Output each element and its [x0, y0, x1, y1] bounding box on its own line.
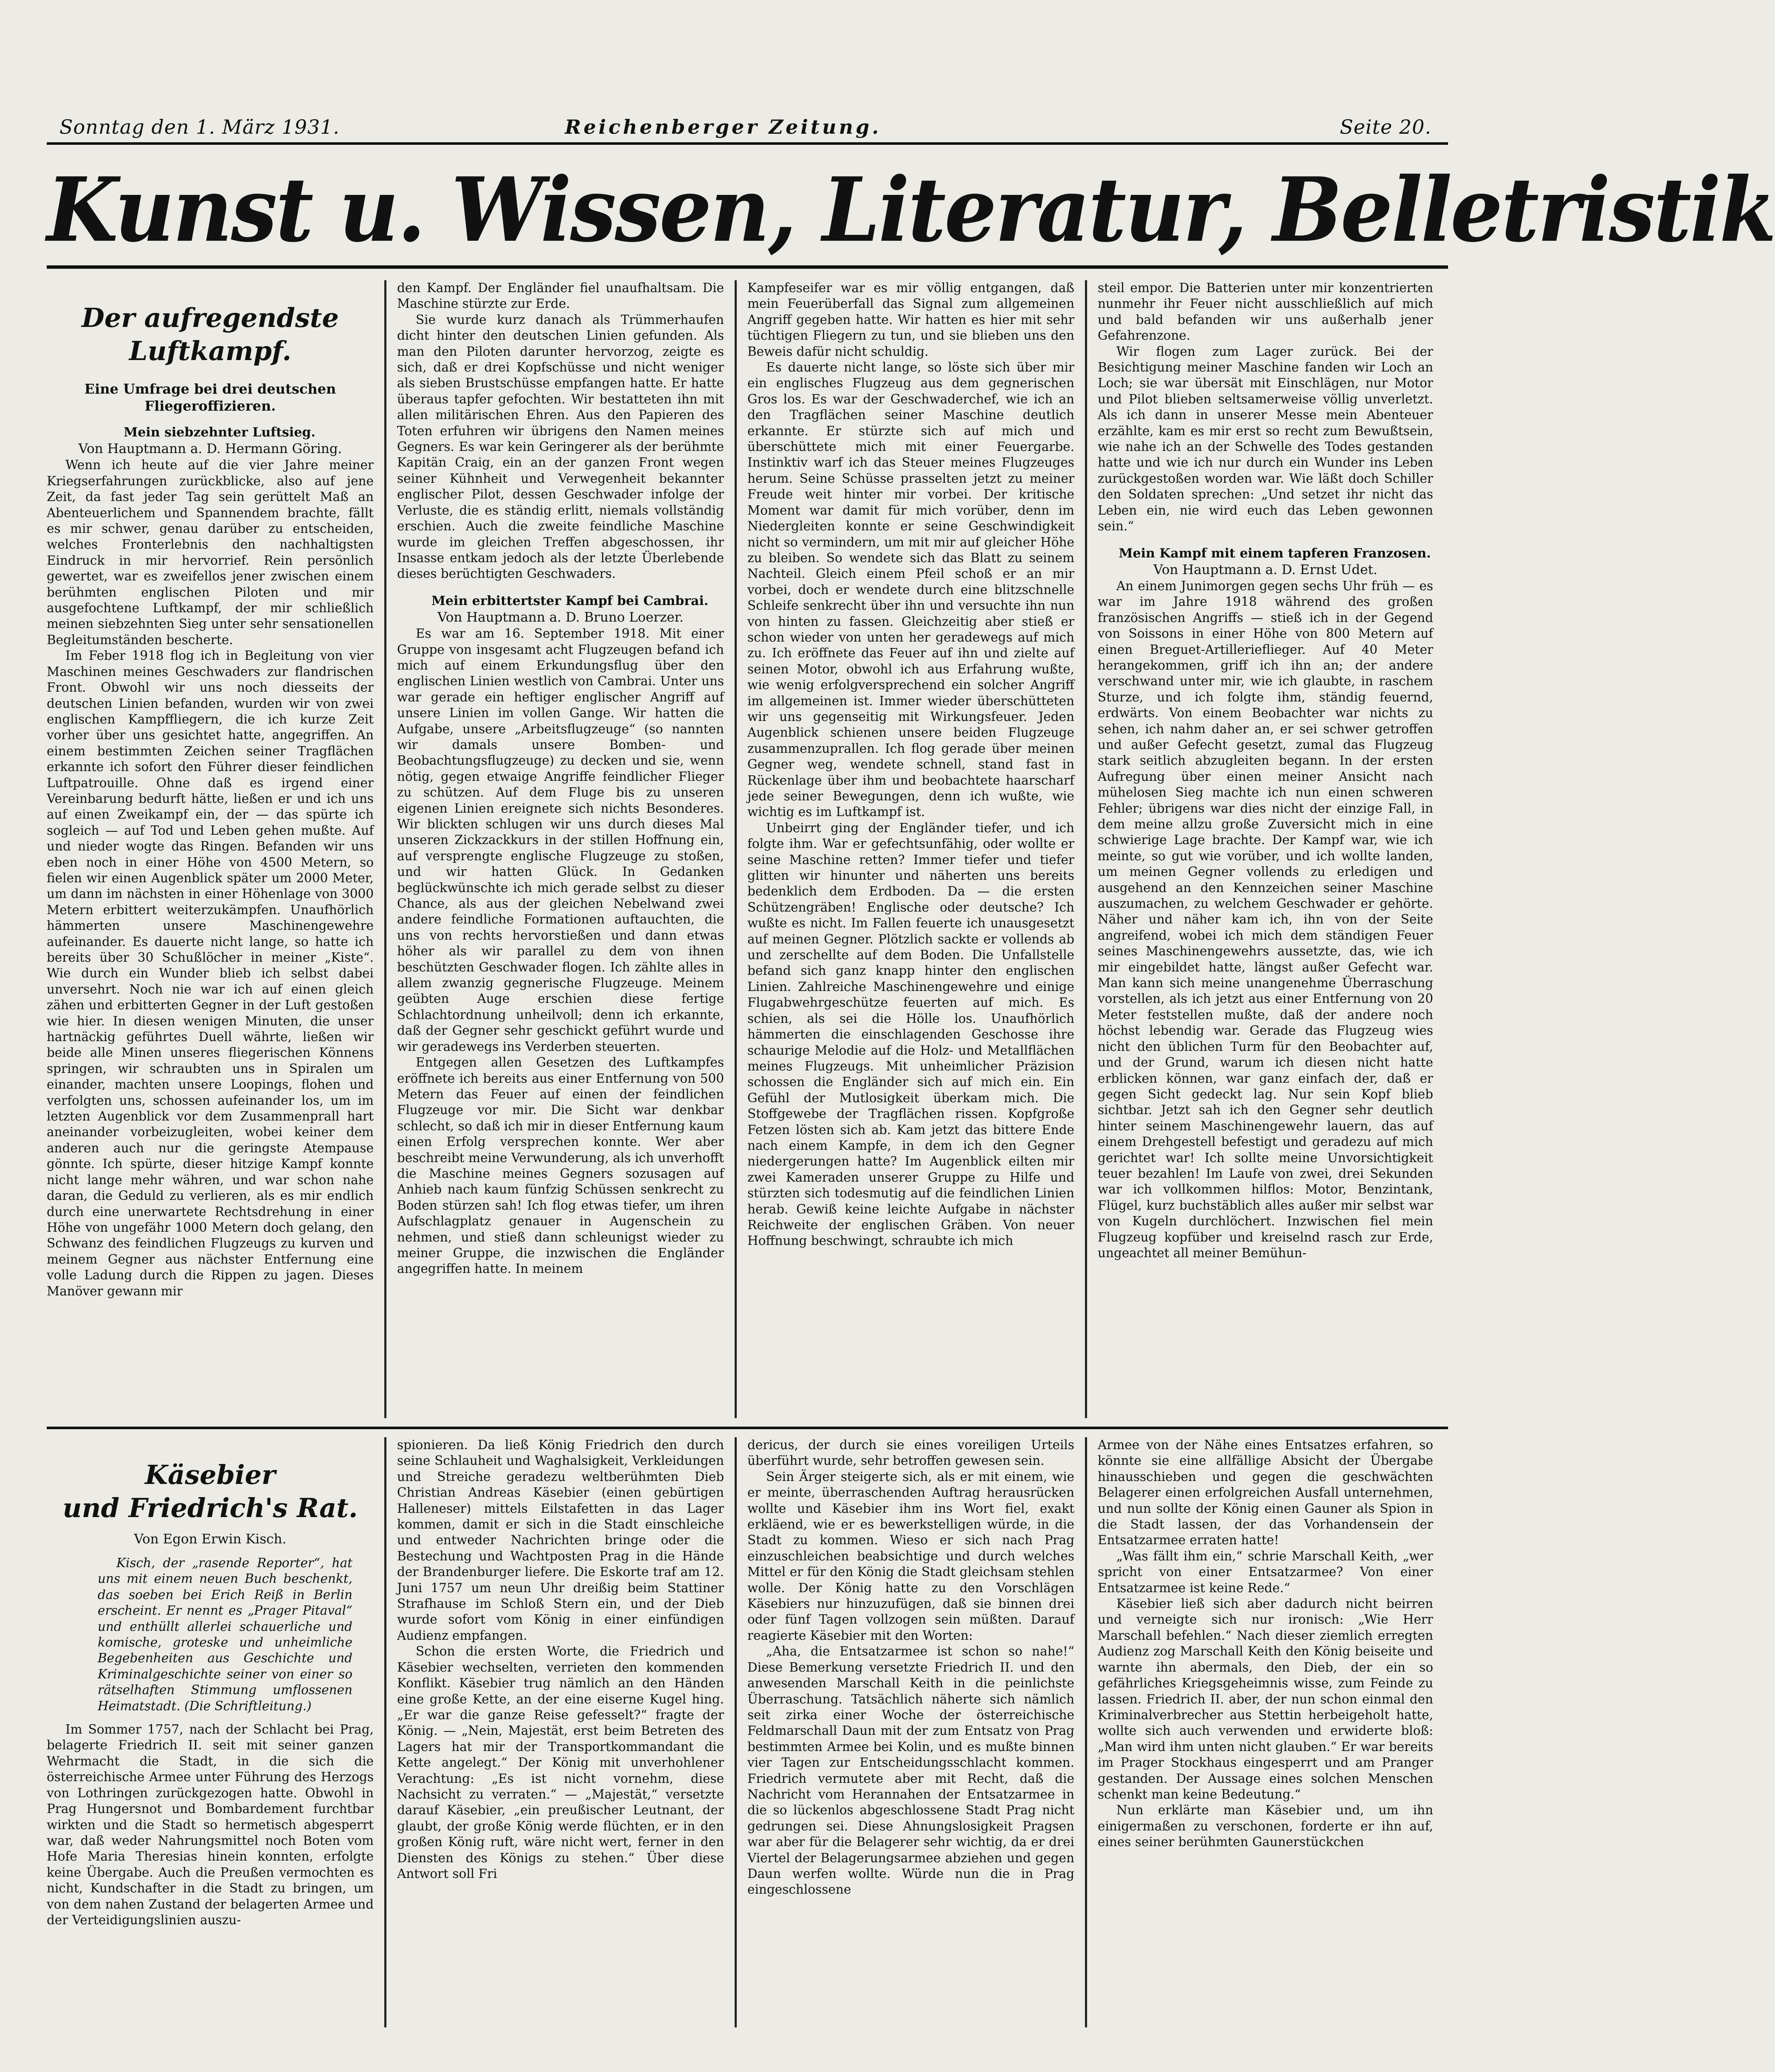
paragraph: steil empor. Die Batterien unter mir konzentrierten nunmehr ihr Feuer nicht ausschließlich auf mich und bald befanden wir uns außerhalb jener Gefahrenzone.	[1098, 281, 1433, 343]
article2-byline: Von Egon Erwin Kisch.	[134, 1531, 287, 1547]
masthead-rule	[47, 265, 1448, 269]
article1-column2	[397, 280, 724, 1422]
article2-column3	[747, 1437, 1074, 2032]
paragraph: Unbeirrt ging der Engländer tiefer, und ich folgte ihm. War er gefechtsunfähig, oder wollte er seine Maschine retten? Immer tiefer und tiefer glitten wir hinunter und näherten uns bereits bedenklich dem Erdboden. Da — die ersten Schützengräben! Englische oder deutsche? Ich wußte es nicht. Im Fallen feuerte ich unausgesetzt auf meinen Gegner. Plötzlich sackte er vollends ab und zerschellte auf dem Boden. Die Unfallstelle befand sich ganz knapp hinter den englischen Linien. Zahlreiche Maschinengewehre und einige Flugabwehrgeschütze feuerten auf mich. Es schien, als sei die Hölle los. Unaufhörlich hämmerten die einschlagenden Geschosse ihre schaurige Melodie auf die Holz- und Metallflächen meines Flugzeugs. Mit unheimlicher Präzision schossen die Engländer sich auf mich ein. Ein Gefühl der Mutlosigkeit überkam mich. Die Stoffgewebe der Tragflächen rissen. Kopfgroße Fetzen lösten sich ab. Kam jetzt das bittere Ende nach einem Kampfe, in dem ich den Gegner niedergerungen hatte? Im Augenblick eilten mir zwei Kameraden unserer Gruppe zu Hilfe und stürzten sich todesmutig auf die feindlichen Linien herab. Gewiß keine leichte Aufgabe in nächster Reichweite der englischen Gräben. Von neuer Hoffnung beschwingt, schraubte ich mich	[747, 820, 1074, 1248]
article1-section3-heading: Mein Kampf mit einem tapferen Franzosen.	[1119, 546, 1431, 561]
article1-column4	[1098, 280, 1433, 1422]
issue-date: Sonntag den 1. März 1931.	[59, 115, 340, 138]
paragraph: An einem Junimorgen gegen sechs Uhr früh — es war im Jahre 1918 während des großen französischen Angriffs — stieß ich in der Gegend von Soissons in einer Höhe von 800 Metern auf einen Breguet-Artillerieflieger. Auf 40 Meter herangekommen, griff ich ihn an; der andere verschwand unter mir, wie ich glaubte, in raschem Sturze, und ich folgte ihm, ständig feuernd, erdwärts. Von einem Beobachter war nichts zu sehen, ich nahm daher an, er sei schwer getroffen und außer Gefecht gesetzt, zumal das Flugzeug stark seitlich abzugleiten begann. In der ersten Aufregung über einen meiner Ansicht nach mühelosen Sieg machte ich nun einen schweren Fehler; übrigens war dies nicht der einzige Fall, in dem meine allzu große Zuversicht mich in eine schwierige Lage brachte. Der Kampf war, wie ich meinte, so gut wie vorüber, und ich wollte landen, um meinen Gegner vollends zu erledigen und ausgehend an den Kennzeichen seiner Maschine auszumachen, zu welchem Geschwader er gehörte. Näher und näher kam ich, ihn von der Seite angreifend, wobei ich mich dem ständigen Feuer seines Maschinengewehrs aussetzte, das, wie ich mir eingebildet hatte, längst außer Gefecht war. Man kann sich meine unangenehme Überraschung vorstellen, als ich jetzt aus einer Entfernung von 20 Meter feststellen mußte, daß der andere noch höchst lebendig war. Gerade das Flugzeug wies nicht den üblichen Turm für den Beobachter auf, und der Grund, warum ich diesen nicht hatte erblicken können, war ganz einfach der, daß er gegen Sicht gedeckt lag. Nur sein Kopf blieb sichtbar. Jetzt sah ich den Gegner sehr deutlich hinter seinem Maschinengewehr lauern, das auf einem Drehgestell befestigt und geradezu auf mich gerichtet war! Ich sollte meine Unvorsichtigkeit teuer bezahlen! Im Laufe von zwei, drei Sekunden war ich vollkommen hilflos: Motor, Benzintank, Flügel, kurz buchstäblich alles außer mir selbst war von Kugeln durchlöchert. Inzwischen fiel mein Flugzeug kopfüber und kreiselnd rasch zur Erde, ungeachtet all meiner Bemühun-	[1098, 578, 1433, 1260]
paragraph: Im Sommer 1757, nach der Schlacht bei Prag, belagerte Friedrich II. seit mit seiner ganzen Wehrmacht die Stadt, in die sich die österreichische Armee unter Führung des Herzogs von Lothringen zurückgezogen hatte. Obwohl in Prag Hungersnot und Bombardement furchtbar wirkten und die Stadt so hermetisch abgesperrt war, daß weder Nahrungsmittel noch Boten vom Hofe Maria Theresias hinein konnten, erfolgte keine Übergabe. Auch die Preußen vermochten es nicht, Kundschafter in die Stadt zu bringen, um von dem nahen Zustand der belagerten Armee und der Verteidigungslinien auszu-	[47, 1722, 374, 1927]
paragraph: Nun erklärte man Käsebier und, um ihn einigermaßen zu verschonen, forderte er ihn auf, eines seiner berühmten Gaunerstückchen	[1098, 1803, 1433, 1850]
column-divider	[1085, 1437, 1087, 2027]
paragraph: Wenn ich heute auf die vier Jahre meiner Kriegserfahrungen zurückblicke, also auf jene Zeit, da fast jeder Tag sein gerüttelt Maß an Abenteuerlichem und Spannendem brachte, fällt es mir schwer, genau darüber zu entscheiden, welches Fronterlebnis den nachhaltigsten Eindruck in mir hervorrief. Rein persönlich gewertet, war es zweifellos jener zwischen einem berühmten englischen Piloten und mir ausgefochtene Luftkampf, der mir schließlich meinen siebzehnten Sieg unter sehr sensationellen Begleitumständen bescherte.	[47, 458, 374, 647]
article2-intro: Kisch, der „rasende Reporter“, hat uns mit einem neuen Buch beschenkt, das soeben bei Erich Reiß in Berlin erscheint. Er nennt es „Prager Pitaval“ und enthüllt allerlei schauerliche und komische, groteske und unheimliche Begebenheiten aus Geschichte und Kriminalgeschichte seiner von einer so rätselhaften Stimmung umflossenen Heimatstadt. (Die Schriftleitung.)	[98, 1556, 352, 1713]
article1-title: Der aufregendste Luftkampf.	[82, 302, 339, 366]
article1-section2-byline: Von Hauptmann a. D. Bruno Loerzer.	[437, 610, 684, 625]
paragraph: den Kampf. Der Engländer fiel unaufhaltsam. Die Maschine stürzte zur Erde.	[397, 281, 724, 311]
paragraph: Kampfeseifer war es mir völlig entgangen, daß mein Feuerüberfall das Signal zum allgemeinen Angriff gegeben hatte. Wir hatten es hier mit sehr tüchtigen Fliegern zu tun, und sie blieben uns den Beweis dafür nicht schuldig.	[747, 281, 1074, 359]
paragraph: Es war am 16. September 1918. Mit einer Gruppe von insgesamt acht Flugzeugen befand ich mich auf einem Erkundungsflug über den englischen Linien westlich von Cambrai. Unter uns war gerade ein heftiger englischer Angriff auf unsere Linien im vollen Gange. Wir hatten die Aufgabe, unsere „Arbeitsflugzeuge“ (so nannten wir damals unsere Bomben- und Beobachtungsflugzeuge) zu decken und sie, wenn nötig, gegen etwaige Angriffe feindlicher Flieger zu schützen. Auf dem Fluge bis zu unseren eigenen Linien ereignete sich nichts Besonderes. Wir blickten schlugen wir uns durch dieses Mal unseren Zickzackkurs in der stillen Hoffnung ein, auf versprengte englische Flugzeuge zu stoßen, und wir hatten Glück. In Gedanken beglückwünschte ich mich gerade selbst zu dieser Chance, als aus der gleichen Nebelwand zwei andere feindliche Formationen auftauchten, die uns von rechts hervorstießen und dann etwas höher als wir parallel zu dem von ihnen beschützten Geschwader flogen. Ich zählte alles in allem zwanzig gegnerische Flugzeuge. Meinem geübten Auge erschien diese fertige Schlachtordnung unheilvoll; denn ich erkannte, daß der Gegner sehr geschickt geführt wurde und wir geradewegs ins Verderben steuerten.	[397, 626, 724, 1054]
article1-section3-byline: Von Hauptmann a. D. Ernst Udet.	[1153, 562, 1378, 577]
paragraph: Entgegen allen Gesetzen des Luftkampfes eröffnete ich bereits aus einer Entfernung von 500 Metern das Feuer auf einen der feindlichen Flugzeuge vor mir. Die Sicht war denkbar schlecht, so daß ich mir in dieser Entfernung kaum einen Erfolg versprechen konnte. Wer aber beschreibt meine Verwunderung, als ich unverhofft die Maschine meines Gegners sozusagen auf Anhieb nach kaum fünfzig Schüssen senkrecht zu Boden stürzen sah! Ich flog etwas tiefer, um ihren Aufschlagplatz genauer in Augenschein zu nehmen, und stieß dann schleunigst wieder zu meiner Gruppe, die inzwischen die Engländer angegriffen hatte. In meinem	[397, 1055, 724, 1276]
paragraph: Im Feber 1918 flog ich in Begleitung von vier Maschinen meines Geschwaders zur flandrischen Front. Obwohl wir uns noch diesseits der deutschen Linien befanden, wurden wir von zwei englischen Kampffliegern, die ich kurze Zeit vorher über uns gesichtet hatte, angegriffen. An einem bestimmten Zeichen seiner Tragflächen erkannte ich sofort den Führer dieser feindlichen Luftpatrouille. Ohne daß es irgend einer Vereinbarung bedurft hätte, ließen er und ich uns auf einen Zweikampf ein, der — das spürte ich sogleich — auf Tod und Leben gehen mußte. Auf und nieder wogte das Ringen. Befanden wir uns eben noch in einer Höhe von 4500 Metern, so fielen wir einen Augenblick später um 2000 Meter, um dann im nächsten in einer Höhenlage von 3000 Metern erbittert weiterzukämpfen. Unaufhörlich hämmerten unsere Maschinengewehre aufeinander. Es dauerte nicht lange, so hatte ich bereits über 30 Schußlöcher in meiner „Kiste“. Wie durch ein Wunder blieb ich selbst dabei unversehrt. Noch nie war ich auf einen gleich zähen und erbitterten Gegner in der Luft gestoßen wie hier. In diesen wenigen Minuten, die unser hartnäckig geführtes Duell währte, ließen wir beide alle Minen unseres fliegerischen Könnens springen, wir schraubten uns in Spiralen um einander, machten unsere Loopings, flohen und verfolgten uns, schossen aufeinander los, um im letzten Augenblick vor dem Zusammenprall hart aneinander vorbeizugleiten, wobei keiner dem anderen auch nur die geringste Atempause gönnte. Ich spürte, dieser hitzige Kampf konnte nicht lange mehr währen, und war schon nahe daran, die Geduld zu verlieren, als es mir endlich durch eine unerwartete Rechtsdrehung in einer Höhe von ungefähr 1000 Metern doch gelang, den Schwanz des feindlichen Flugzeugs zu kurven und meinem Gegner aus nächster Entfernung eine volle Ladung durch die Rippen zu jagen. Dieses Manöver gewann mir	[47, 648, 374, 1298]
column-divider	[735, 280, 737, 1418]
paragraph: „Aha, die Entsatzarmee ist schon so nahe!“ Diese Bemerkung versetzte Friedrich II. und den anwesenden Marschall Keith in die peinlichste Überraschung. Tatsächlich näherte sich nämlich seit zirka einer Woche der österreichische Feldmarschall Daun mit der zum Entsatz von Prag bestimmten Armee bei Kolin, und es mußte binnen vier Tagen zur Entscheidungsschlacht kommen. Friedrich vermutete aber mit Recht, daß die Nachricht vom Herannahen der Entsatzarmee in die so lückenlos abgeschlossene Stadt Prag nicht gedrungen sei. Diese Ahnungslosigkeit Pragsen war aber für die Belagerer sehr wichtig, da er drei Viertel der Belagerungsarmee abziehen und gegen Daun werfen wollte. Würde nun die in Prag eingeschlossene	[747, 1644, 1074, 1897]
article1-section1-byline: Von Hauptmann a. D. Hermann Göring.	[78, 441, 342, 457]
article2-title-line1: Käsebier	[145, 1459, 276, 1490]
article2-title-line2: und Friedrich's Rat.	[62, 1492, 358, 1523]
paragraph: Sie wurde kurz danach als Trümmerhaufen dicht hinter den deutschen Linien gefunden. Als man den Piloten darunter hervorzog, zeigte es sich, daß er drei Kopfschüsse und nicht weniger als sieben Brustschüsse empfangen hatte. Er hatte überaus tapfer gefochten. Wir bestatteten ihn mit allen militärischen Ehren. Aus den Papieren des Toten erfuhren wir übrigens den Namen meines Gegners. Es war kein Geringerer als der berühmte Kapitän Craig, ein an der ganzen Front wegen seiner Kühnheit und Verwegenheit bekannter englischer Pilot, dessen Geschwader infolge der Verluste, die es ständig erlitt, niemals vollständig erschien. Auch die zweite feindliche Maschine wurde im gleichen Treffen abgeschossen, ihr Insasse entkam jedoch als der letzte Überlebende dieses berüchtigten Geschwaders.	[397, 312, 724, 581]
article2-column4	[1098, 1437, 1433, 2032]
newspaper-name: Reichenberger Zeitung.	[565, 115, 882, 138]
paragraph: spionieren. Da ließ König Friedrich den durch seine Schlauheit und Waghalsigkeit, Verkleidungen und Streiche geradezu weltberühmten Dieb Christian Andreas Käsebier (einen gebürtigen Halleneser) mittels Eilstafetten in das Lager kommen, damit er sich in die Stadt einschleiche und entweder Nachrichten bringe oder die Bestechung und Wachtposten Prag in die Hände der Brandenburger liefere. Die Eskorte traf am 12. Juni 1757 um neun Uhr dreißig beim Stattiner Strafhause im Schloß Stern ein, und der Dieb wurde sofort vom König in einer einfündigen Audienz empfangen.	[397, 1438, 724, 1643]
article-divider-rule	[47, 1427, 1448, 1429]
paragraph: dericus, der durch sie eines voreiligen Urteils überführt wurde, sehr betroffen gewesen sein.	[747, 1438, 1074, 1468]
column-divider	[384, 1437, 386, 2027]
article2-column2	[397, 1437, 724, 2032]
paragraph: Armee von der Nähe eines Entsatzes erfahren, so könnte sie eine allfällige Absicht der Übergabe hinausschieben und gegen die geschwächten Belagerer einen erfolgreichen Ausfall unternehmen, und nun sollte der König einen Gauner als Spion in die Stadt lassen, der das Vorhandensein der Entsatzarmee erraten hatte!	[1098, 1438, 1433, 1548]
paragraph: Käsebier ließ sich aber dadurch nicht beirren und verneigte sich nur ironisch: „Wie Herr Marschall befehlen.“ Nach dieser ziemlich erregten Audienz zog Marschall Keith den König beiseite und warnte ihn abermals, den Dieb, der ein so gefährliches Kriegsgeheimnis wisse, zum Feinde zu lassen. Friedrich II. aber, der nun schon einmal den Kriminalverbrecher aus Stettin herbeigeholt hatte, wollte sich auch verwenden und erwiderte bloß: „Man wird ihm unten nicht glauben.“ Er war bereits im Prager Stockhaus eingesperrt und am Pranger gestanden. Der Aussage eines solchen Menschen schenkt man keine Bedeutung.“	[1098, 1596, 1433, 1802]
column-divider	[1085, 280, 1087, 1418]
header-rule	[47, 142, 1448, 145]
paragraph: Wir flogen zum Lager zurück. Bei der Besichtigung meiner Maschine fanden wir Loch an Loch; sie war übersät mit Einschlägen, nur Motor und Pilot blieben seltsamerweise völlig unverletzt. Als ich dann in unserer Messe mein Abenteuer erzählte, kam es mir erst so recht zum Bewußtsein, wie nahe ich an der Schwelle des Todes gestanden hatte und wie ich nur durch ein Wunder ins Leben zurückgestoßen worden war. Wie läßt doch Schiller den Soldaten sprechen: „Und setzet ihr nicht das Leben ein, nie wird euch das Leben gewonnen sein.“	[1098, 344, 1433, 534]
paragraph: Sein Ärger steigerte sich, als er mit einem, wie er meinte, überraschenden Auftrag herausrücken wollte und Käsebier ihm ins Wort fiel, exakt erkläend, wie er es bewerkstelligen würde, in die Stadt zu kommen. Wieso er sich nach Prag einzuschleichen beabsichtige und durch welches Mittel er für den König die Stadt gleichsam stehlen wolle. Der König hatte zu den Vorschlägen Käsebiers nur hinzuzufügen, daß sie binnen drei oder fünf Tagen vollzogen sein müßten. Darauf reagierte Käsebier mit den Worten:	[747, 1469, 1074, 1643]
article2-column1	[47, 1437, 374, 2032]
article1-section2-heading: Mein erbittertster Kampf bei Cambrai.	[431, 593, 709, 608]
paragraph: Schon die ersten Worte, die Friedrich und Käsebier wechselten, verrieten den kommenden Konflikt. Käsebier trug nämlich an den Händen eine große Kette, an der eine eiserne Kugel hing. „Er war die ganze Reise gefesselt?“ fragte der König. — „Nein, Majestät, erst beim Betreten des Lagers hat mir der Transportkommandant die Kette angelegt.“ Der König mit unverhohlener Verachtung: „Es ist nicht vornehm, diese Nachsicht zu verraten.“ — „Majestät,“ versetzte darauf Käsebier, „ein preußischer Leutnant, der glaubt, der große König werde flüchten, er in den großen König ruft, wäre nicht wert, ferner in den Diensten des Königs zu stehen.“ Über diese Antwort soll Fri	[397, 1644, 724, 1881]
article1-column3	[747, 280, 1074, 1422]
paragraph: Es dauerte nicht lange, so löste sich über mir ein englisches Flugzeug aus dem gegnerischen Gros los. Es war der Geschwaderchef, wie ich an den Tragflächen seiner Maschine deutlich erkannte. Er stürzte sich auf mich und überschüttete mich mit einer Feuergarbe. Instinktiv warf ich das Steuer meines Flugzeuges herum. Seine Schüsse prasselten jetzt zu meiner Freude weit hinter mir vorbei. Der kritische Moment war damit für mich vorüber, denn im Niedergleiten konnte er seine Geschwindigkeit nicht so vermindern, um mit mir auf gleicher Höhe zu bleiben. So wendete sich das Blatt zu seinem Nachteil. Gleich einem Pfeil schoß er an mir vorbei, doch er wendete durch eine blitzschnelle Schleife senkrecht über ihn und versuchte ihn nun von hinten zu fassen. Gleichzeitig aber stieß er schon wieder von unten her geradewegs auf mich zu. Ich eröffnete das Feuer auf ihn und zielte auf seinen Motor, obwohl ich aus Erfahrung wußte, wie wenig erfolgversprechend ein solcher Angriff im allgemeinen ist. Immer wieder überschütteten wir uns gegenseitig mit Wirkungsfeuer. Jeden Augenblick schienen unsere beiden Flugzeuge zusammenzuprallen. Ich flog gerade über meinen Gegner weg, wendete schnell, stand fast in Rückenlage über ihm und beobachtete haarscharf jede seiner Bewegungen, denn ich wußte, wie wichtig es im Luftkampf ist.	[747, 360, 1074, 819]
column-divider	[735, 1437, 737, 2027]
section-masthead: Kunst u. Wissen, Literatur, Belletristik	[47, 158, 1775, 262]
paragraph: „Was fällt ihm ein,“ schrie Marschall Keith, „wer spricht von einer Entsatzarmee? Von einer Entsatzarmee ist keine Rede.“	[1098, 1548, 1433, 1595]
article1-column1	[47, 276, 374, 1422]
article1-section1-heading: Mein siebzehnter Luftsieg.	[124, 425, 316, 440]
article1-subtitle: Eine Umfrage bei drei deutschen Fliegeroffizieren.	[84, 381, 336, 414]
page-number: Seite 20.	[1340, 115, 1431, 138]
column-divider	[384, 280, 386, 1418]
